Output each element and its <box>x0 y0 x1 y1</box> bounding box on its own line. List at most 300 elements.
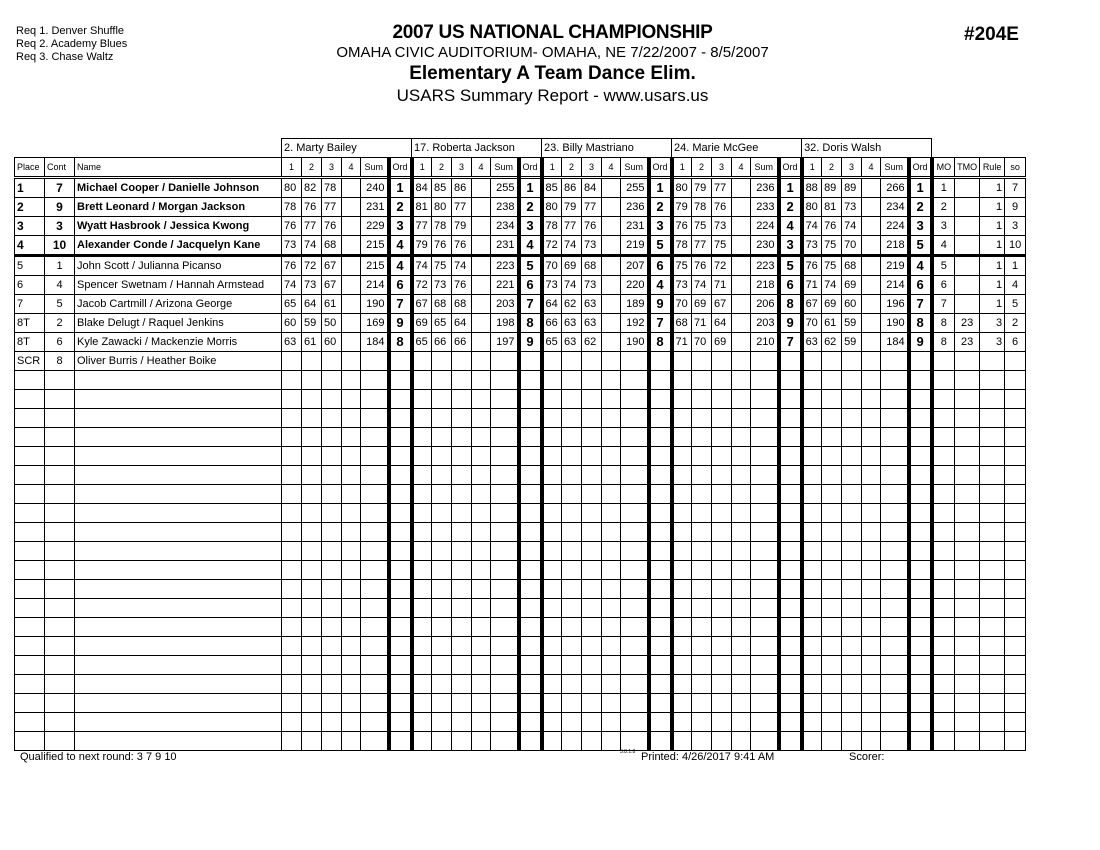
judge-name: 32. Doris Walsh <box>802 139 932 158</box>
judge-score <box>342 314 361 333</box>
empty-cell <box>452 409 472 428</box>
empty-cell <box>432 371 452 390</box>
empty-cell <box>361 542 389 561</box>
col-header-sum: Sum <box>881 158 909 178</box>
empty-cell <box>322 599 342 618</box>
empty-cell <box>322 428 342 447</box>
empty-cell <box>412 732 432 751</box>
total-majority-ordinal <box>955 217 980 236</box>
empty-cell <box>432 447 452 466</box>
empty-cell <box>881 618 909 637</box>
empty-cell <box>15 656 45 675</box>
empty-cell <box>649 390 672 409</box>
empty-cell <box>672 485 692 504</box>
empty-cell <box>302 694 322 713</box>
empty-cell <box>822 466 842 485</box>
empty-cell <box>452 523 472 542</box>
empty-cell <box>802 561 822 580</box>
empty-cell <box>452 485 472 504</box>
empty-cell <box>672 561 692 580</box>
judge-score: 65 <box>282 295 302 314</box>
judge-score: 68 <box>582 256 602 276</box>
table-row <box>15 314 1026 333</box>
empty-cell <box>542 409 562 428</box>
judge-sum: 220 <box>621 276 649 295</box>
empty-cell <box>909 466 932 485</box>
judge-score: 68 <box>452 295 472 314</box>
empty-cell <box>932 409 955 428</box>
empty-cell <box>932 523 955 542</box>
empty-cell <box>542 732 562 751</box>
empty-cell <box>980 466 1005 485</box>
empty-cell <box>412 561 432 580</box>
empty-cell <box>881 428 909 447</box>
empty-cell <box>621 713 649 732</box>
judge-score: 70 <box>842 236 862 256</box>
judge-score: 62 <box>582 333 602 352</box>
majority-ordinal: 2 <box>932 198 955 217</box>
judge-score: 73 <box>582 276 602 295</box>
judge-sum: 234 <box>881 198 909 217</box>
judge-score <box>862 256 881 276</box>
empty-cell <box>712 618 732 637</box>
judge-score: 68 <box>672 314 692 333</box>
judges-header-row <box>15 139 1026 158</box>
judge-score: 79 <box>412 236 432 256</box>
empty-cell <box>751 504 779 523</box>
judge-ordinal: 9 <box>779 314 802 333</box>
judge-sum: 190 <box>881 314 909 333</box>
empty-cell <box>342 675 361 694</box>
empty-cell <box>672 618 692 637</box>
empty-cell <box>692 390 712 409</box>
empty-cell <box>751 675 779 694</box>
empty-cell <box>909 675 932 694</box>
empty-cell <box>519 561 542 580</box>
empty-cell <box>980 485 1005 504</box>
empty-cell <box>955 599 980 618</box>
table-row <box>15 217 1026 236</box>
empty-cell <box>862 542 881 561</box>
judge-ordinal: 1 <box>649 178 672 198</box>
empty-cell <box>302 523 322 542</box>
judge-score: 76 <box>822 217 842 236</box>
empty-cell <box>582 599 602 618</box>
empty-cell <box>15 485 45 504</box>
empty-row <box>15 637 1026 656</box>
empty-cell <box>672 428 692 447</box>
judge-score <box>862 314 881 333</box>
empty-cell <box>932 428 955 447</box>
empty-cell <box>909 523 932 542</box>
empty-cell <box>389 428 412 447</box>
empty-cell <box>452 371 472 390</box>
empty-cell <box>955 732 980 751</box>
empty-cell <box>491 580 519 599</box>
empty-cell <box>779 637 802 656</box>
judge-score: 78 <box>692 198 712 217</box>
judge-score: 59 <box>842 333 862 352</box>
judge-score <box>302 352 322 371</box>
col-header-score-s3: 3 <box>582 158 602 178</box>
empty-cell <box>602 732 621 751</box>
empty-cell <box>621 675 649 694</box>
empty-cell <box>432 523 452 542</box>
empty-cell <box>519 599 542 618</box>
empty-cell <box>519 504 542 523</box>
empty-cell <box>15 466 45 485</box>
empty-cell <box>322 542 342 561</box>
empty-cell <box>472 580 491 599</box>
empty-cell <box>302 637 322 656</box>
col-header-mo: MO <box>932 158 955 178</box>
judge-sum: 203 <box>751 314 779 333</box>
empty-cell <box>322 580 342 599</box>
empty-cell <box>361 580 389 599</box>
empty-cell <box>75 713 282 732</box>
judge-sum: 238 <box>491 198 519 217</box>
empty-cell <box>582 675 602 694</box>
judge-score: 75 <box>432 256 452 276</box>
judge-score: 61 <box>302 333 322 352</box>
empty-cell <box>389 713 412 732</box>
judge-score <box>732 256 751 276</box>
empty-cell <box>881 732 909 751</box>
empty-cell <box>672 732 692 751</box>
empty-cell <box>45 732 75 751</box>
empty-cell <box>751 466 779 485</box>
empty-cell <box>751 542 779 561</box>
empty-cell <box>432 637 452 656</box>
empty-cell <box>361 694 389 713</box>
empty-cell <box>881 523 909 542</box>
judge-name: 2. Marty Bailey <box>282 139 412 158</box>
empty-cell <box>779 409 802 428</box>
col-header-score-s1: 1 <box>282 158 302 178</box>
empty-cell <box>692 447 712 466</box>
empty-cell <box>542 580 562 599</box>
empty-cell <box>621 485 649 504</box>
col-header-score-s4: 4 <box>472 158 491 178</box>
empty-cell <box>582 371 602 390</box>
empty-cell <box>582 504 602 523</box>
empty-cell <box>842 732 862 751</box>
judge-ordinal <box>519 352 542 371</box>
judge-sum: 255 <box>621 178 649 198</box>
empty-cell <box>342 599 361 618</box>
empty-cell <box>322 732 342 751</box>
empty-cell <box>562 409 582 428</box>
empty-cell <box>621 580 649 599</box>
empty-cell <box>842 485 862 504</box>
judge-sum: 229 <box>361 217 389 236</box>
empty-cell <box>732 390 751 409</box>
empty-cell <box>909 599 932 618</box>
judge-score: 78 <box>282 198 302 217</box>
judge-score: 64 <box>542 295 562 314</box>
empty-cell <box>519 428 542 447</box>
empty-cell <box>822 675 842 694</box>
col-header-score-s2: 2 <box>692 158 712 178</box>
majority-ordinal: 3 <box>932 217 955 236</box>
sort-order: 9 <box>1005 198 1026 217</box>
empty-cell <box>862 466 881 485</box>
empty-cell <box>649 732 672 751</box>
empty-cell <box>542 599 562 618</box>
empty-cell <box>15 694 45 713</box>
empty-cell <box>491 409 519 428</box>
empty-cell <box>322 561 342 580</box>
empty-cell <box>862 523 881 542</box>
judge-score <box>862 236 881 256</box>
empty-cell <box>361 371 389 390</box>
empty-cell <box>621 599 649 618</box>
couple-name: Blake Delugt / Raquel Jenkins <box>75 314 282 333</box>
empty-cell <box>491 656 519 675</box>
empty-cell <box>649 428 672 447</box>
judge-score: 78 <box>432 217 452 236</box>
judge-score: 78 <box>542 217 562 236</box>
judge-score: 63 <box>562 333 582 352</box>
empty-cell <box>602 371 621 390</box>
empty-row <box>15 675 1026 694</box>
empty-cell <box>602 504 621 523</box>
empty-cell <box>302 485 322 504</box>
judge-score: 68 <box>322 236 342 256</box>
judge-sum <box>361 352 389 371</box>
empty-cell <box>712 409 732 428</box>
empty-cell <box>491 713 519 732</box>
empty-cell <box>542 675 562 694</box>
empty-cell <box>822 732 842 751</box>
judge-score: 77 <box>562 217 582 236</box>
empty-cell <box>822 390 842 409</box>
empty-cell <box>432 390 452 409</box>
empty-cell <box>45 561 75 580</box>
judge-score <box>342 217 361 236</box>
sort-order: 1 <box>1005 256 1026 276</box>
empty-cell <box>692 542 712 561</box>
empty-cell <box>491 732 519 751</box>
empty-cell <box>779 485 802 504</box>
empty-cell <box>15 390 45 409</box>
majority-ordinal: 8 <box>932 314 955 333</box>
empty-cell <box>712 732 732 751</box>
empty-cell <box>491 618 519 637</box>
empty-cell <box>955 713 980 732</box>
empty-cell <box>712 599 732 618</box>
empty-cell <box>15 580 45 599</box>
table-row <box>15 198 1026 217</box>
table-row <box>15 276 1026 295</box>
empty-cell <box>881 409 909 428</box>
couple-name: Alexander Conde / Jacquelyn Kane <box>75 236 282 256</box>
judge-sum: 231 <box>621 217 649 236</box>
empty-cell <box>732 523 751 542</box>
empty-cell <box>412 371 432 390</box>
empty-cell <box>342 618 361 637</box>
empty-cell <box>342 637 361 656</box>
empty-cell <box>472 371 491 390</box>
empty-cell <box>412 618 432 637</box>
empty-cell <box>562 580 582 599</box>
empty-cell <box>909 390 932 409</box>
judge-score: 73 <box>802 236 822 256</box>
judge-ordinal: 2 <box>779 198 802 217</box>
empty-cell <box>491 447 519 466</box>
empty-cell <box>342 447 361 466</box>
judge-score: 76 <box>582 217 602 236</box>
rule-applied: 1 <box>980 178 1005 198</box>
empty-cell <box>881 637 909 656</box>
empty-cell <box>842 447 862 466</box>
empty-cell <box>302 656 322 675</box>
judge-sum: 196 <box>881 295 909 314</box>
empty-cell <box>1005 618 1026 637</box>
judge-score: 85 <box>432 178 452 198</box>
empty-cell <box>452 694 472 713</box>
judge-score: 50 <box>322 314 342 333</box>
empty-cell <box>452 599 472 618</box>
empty-cell <box>862 637 881 656</box>
judge-score: 64 <box>712 314 732 333</box>
empty-cell <box>712 675 732 694</box>
empty-cell <box>955 561 980 580</box>
col-header-ord: Ord <box>389 158 412 178</box>
judge-ordinal: 7 <box>909 295 932 314</box>
empty-cell <box>672 637 692 656</box>
empty-cell <box>980 637 1005 656</box>
majority-ordinal: 1 <box>932 178 955 198</box>
empty-cell <box>779 618 802 637</box>
empty-cell <box>932 542 955 561</box>
empty-cell <box>322 485 342 504</box>
empty-cell <box>779 542 802 561</box>
judge-score: 85 <box>542 178 562 198</box>
empty-cell <box>75 580 282 599</box>
empty-cell <box>302 447 322 466</box>
judge-score: 66 <box>432 333 452 352</box>
empty-cell <box>389 542 412 561</box>
empty-cell <box>302 504 322 523</box>
empty-cell <box>389 637 412 656</box>
judge-sum: 230 <box>751 236 779 256</box>
column-header-row <box>15 158 1026 178</box>
judge-score <box>342 333 361 352</box>
empty-cell <box>582 409 602 428</box>
judge-score: 67 <box>412 295 432 314</box>
empty-cell <box>802 580 822 599</box>
couple-name: Michael Cooper / Danielle Johnson <box>75 178 282 198</box>
judge-sum: 234 <box>491 217 519 236</box>
judge-score: 70 <box>692 333 712 352</box>
empty-cell <box>909 485 932 504</box>
empty-cell <box>75 447 282 466</box>
empty-cell <box>45 656 75 675</box>
judge-score: 68 <box>432 295 452 314</box>
empty-cell <box>602 656 621 675</box>
empty-cell <box>432 428 452 447</box>
empty-cell <box>649 523 672 542</box>
empty-cell <box>542 485 562 504</box>
judge-score <box>472 256 491 276</box>
judge-score <box>472 314 491 333</box>
majority-ordinal: 5 <box>932 256 955 276</box>
empty-cell <box>45 618 75 637</box>
col-header-score-s1: 1 <box>412 158 432 178</box>
rule-applied: 1 <box>980 236 1005 256</box>
empty-cell <box>582 390 602 409</box>
judge-score <box>862 295 881 314</box>
empty-cell <box>361 447 389 466</box>
empty-cell <box>649 485 672 504</box>
empty-cell <box>712 447 732 466</box>
judge-score <box>472 217 491 236</box>
empty-cell <box>582 732 602 751</box>
empty-cell <box>562 466 582 485</box>
report-header <box>280 22 825 106</box>
empty-cell <box>452 504 472 523</box>
empty-cell <box>45 504 75 523</box>
judge-score: 62 <box>562 295 582 314</box>
judge-ordinal: 6 <box>909 276 932 295</box>
judge-sum: 223 <box>491 256 519 276</box>
judge-score: 86 <box>452 178 472 198</box>
empty-cell <box>562 523 582 542</box>
empty-cell <box>732 713 751 732</box>
judge-sum: 215 <box>361 236 389 256</box>
judge-score: 64 <box>302 295 322 314</box>
empty-cell <box>15 409 45 428</box>
empty-cell <box>75 637 282 656</box>
empty-cell <box>621 466 649 485</box>
empty-cell <box>389 466 412 485</box>
judge-score: 74 <box>452 256 472 276</box>
empty-cell <box>751 371 779 390</box>
empty-cell <box>932 580 955 599</box>
empty-cell <box>602 561 621 580</box>
judge-sum: 207 <box>621 256 649 276</box>
judge-score <box>732 236 751 256</box>
couple-name: John Scott / Julianna Picanso <box>75 256 282 276</box>
empty-cell <box>980 599 1005 618</box>
empty-cell <box>751 409 779 428</box>
empty-cell <box>452 713 472 732</box>
empty-cell <box>582 485 602 504</box>
judge-score <box>602 198 621 217</box>
judge-score: 80 <box>802 198 822 217</box>
empty-row <box>15 466 1026 485</box>
empty-row <box>15 523 1026 542</box>
contestant-number: 5 <box>45 295 75 314</box>
empty-cell <box>45 447 75 466</box>
judge-ordinal: 8 <box>519 314 542 333</box>
judge-score <box>602 314 621 333</box>
empty-cell <box>649 580 672 599</box>
empty-cell <box>361 599 389 618</box>
empty-cell <box>75 409 282 428</box>
empty-cell <box>932 504 955 523</box>
empty-cell <box>955 656 980 675</box>
empty-cell <box>881 656 909 675</box>
empty-row <box>15 504 1026 523</box>
empty-cell <box>432 485 452 504</box>
judge-sum: 266 <box>881 178 909 198</box>
req-1: Req 1. Denver Shuffle <box>16 25 125 37</box>
judge-ordinal: 1 <box>779 178 802 198</box>
empty-cell <box>389 485 412 504</box>
empty-cell <box>75 561 282 580</box>
